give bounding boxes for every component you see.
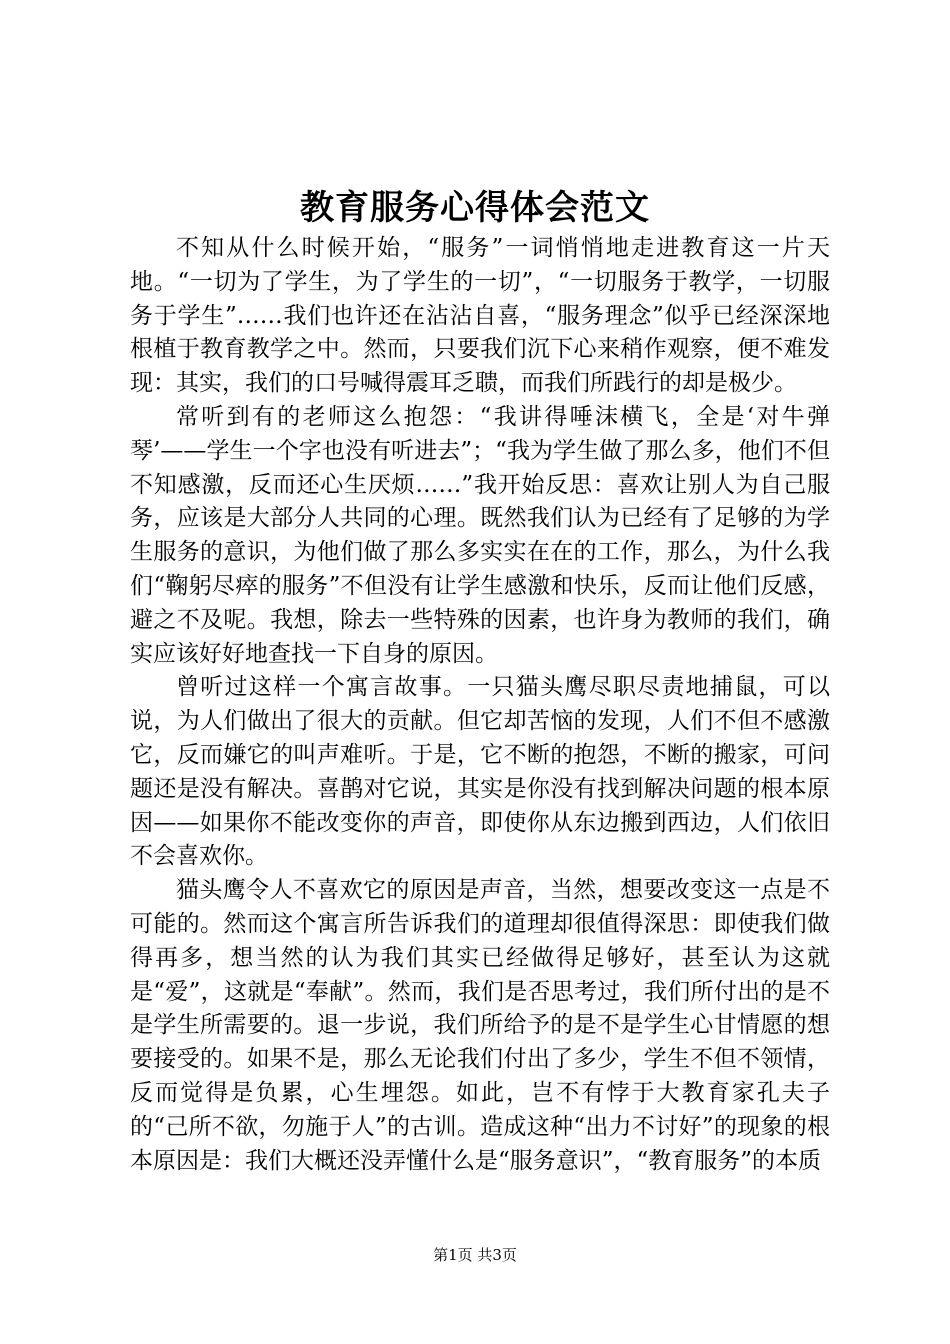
paragraph-2: 常听到有的老师这么抱怨：“我讲得唾沫横飞，全是‘对牛弹琴’——学生一个字也没有听进去”；“我为学生做了那么多，他们不但不知感激，反而还心生厌烦……”我开始反思：喜欢让别人为自己服务，应该是大部分人共同的心理。既然我们认为已经有了足够的为学生服务的意识，为他们做了那么多实实在在的工作，那么，为什么我们“鞠躬尽瘁的服务”不但没有让学生感激和快乐，反而让他们反感，避之不及呢。我想，除去一些特殊的因素，也许身为教师的我们，确实应该好好地查找一下自身的原因。 <box>130 403 830 667</box>
paragraph-4: 猫头鹰令人不喜欢它的原因是声音，当然，想要改变这一点是不可能的。然而这个寓言所告诉我们的道理却很值得深思：即使我们做得再多，想当然的认为我们其实已经做得足够好，甚至认为这就是“爱”，这就是“奉献”。然而，我们是否思考过，我们所付出的是不是学生所需要的。退一步说，我们所给予的是不是学生心甘情愿的想要接受的。如果不是，那么无论我们付出了多少，学生不但不领情，反而觉得是负累，心生埋怨。如此，岂不有悖于大教育家孔夫子的“己所不欲，勿施于人”的古训。造成这种“出力不讨好”的现象的根本原因是：我们大概还没弄懂什么是“服务意识”，“教育服务”的本质 <box>130 877 830 1174</box>
page-number-footer: 第1页 共3页 <box>433 1246 517 1264</box>
page-title: 教育服务心得体会范文 <box>300 188 650 228</box>
paragraph-3: 曾听过这样一个寓言故事。一只猫头鹰尽职尽责地捕鼠，可以说，为人们做出了很大的贡献。但它却苦恼的发现，人们不但不感激它，反而嫌它的叫声难听。于是，它不断的抱怨，不断的搬家，可问题还是没有解决。喜鹊对它说，其实是你没有找到解决问题的根本原因——如果你不能改变你的声音，即使你从东边搬到西边，人们依旧不会喜欢你。 <box>130 674 830 870</box>
article-body <box>130 232 830 1178</box>
paragraph-1: 不知从什么时候开始，“服务”一词悄悄地走进教育这一片天地。“一切为了学生，为了学生的一切”，“一切服务于教学，一切服务于学生”……我们也许还在沾沾自喜，“服务理念”似乎已经深深地根植于教育教学之中。然而，只要我们沉下心来稍作观察，便不难发现：其实，我们的口号喊得震耳乏聩，而我们所践行的却是极少。 <box>130 235 830 397</box>
